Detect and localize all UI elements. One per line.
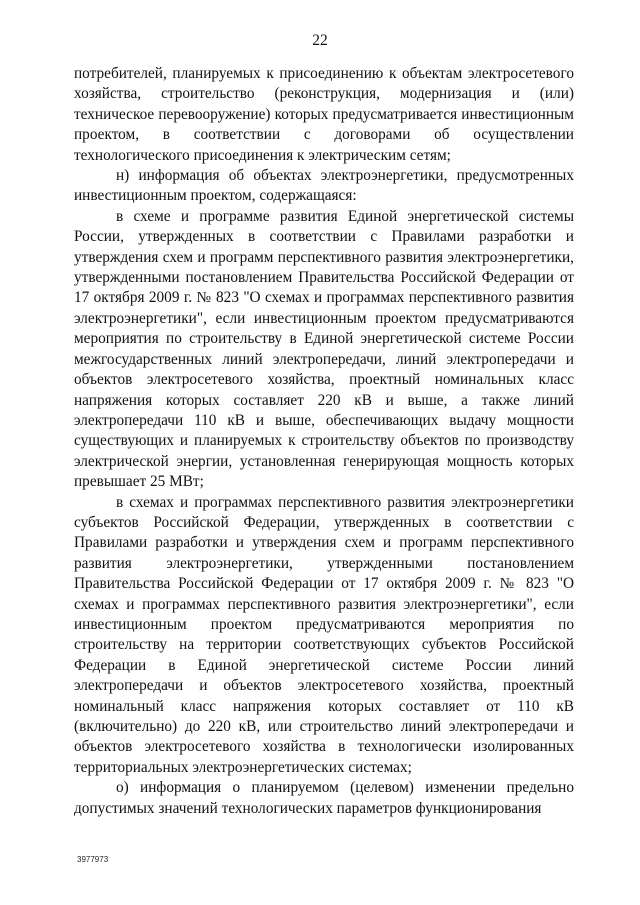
page-number: 22 xyxy=(312,32,328,49)
paragraph-item-o: о) информация о планируемом (целевом) изменении предельно допустимых значений технологических параметров функционирования xyxy=(74,779,574,817)
paragraph-continuation: потребителей, планируемых к присоединению к объектам электросетевого хозяйства, строительство (реконструкция, модернизация и (или) техническое перевооружение) которых предусматривается инвестиционным проектом, в соответствии с договорами об осуществлении технологического присоединения к электрическим сетям; xyxy=(74,65,574,164)
document-body xyxy=(74,64,574,819)
document-code: 3977973 xyxy=(77,855,109,864)
paragraph-regional-scheme: в схемах и программах перспективного развития электроэнергетики субъектов Российской Федерации, утвержденных в соответствии с Правилами разработки и утверждения схем и программ перспективного развития электроэнергетики, утвержденными постановлением Правительства Российской Федерации от 17 октября 2009 г. № 823 "О схемах и программах перспективного развития электроэнергетики", если инвестиционным проектом предусматриваются мероприятия по строительству на территории соответствующих субъектов Российской Федерации в Единой энергетической системе России линий электропередачи и объектов электросетевого хозяйства, проектный номинальный класс напряжения которых составляет от 110 кВ (включительно) до 220 кВ, или строительство линий электропередачи и объектов электросетевого хозяйства в технологически изолированных территориальных электроэнергетических системах; xyxy=(74,493,574,776)
paragraph-item-n: н) информация об объектах электроэнергетики, предусмотренных инвестиционным проектом, содержащаяся: xyxy=(74,167,574,205)
paragraph-ues-scheme: в схеме и программе развития Единой энергетической системы России, утвержденных в соответствии с Правилами разработки и утверждения схем и программ перспективного развития электроэнергетики, утвержденными постановлением Правительства Российской Федерации от 17 октября 2009 г. № 823 "О схемах и программах перспективного развития электроэнергетики", если инвестиционным проектом предусматриваются мероприятия по строительству в Единой энергетической системе России межгосударственных линий электропередачи, линий электропередачи и объектов электросетевого хозяйства, проектный номинальных класс напряжения которых составляет 220 кВ и выше, а также линий электропередачи 110 кВ и выше, обеспечивающих выдачу мощности существующих и планируемых к строительству объектов по производству электрической энергии, установленная генерирующая мощность которых превышает 25 МВт; xyxy=(74,207,574,491)
